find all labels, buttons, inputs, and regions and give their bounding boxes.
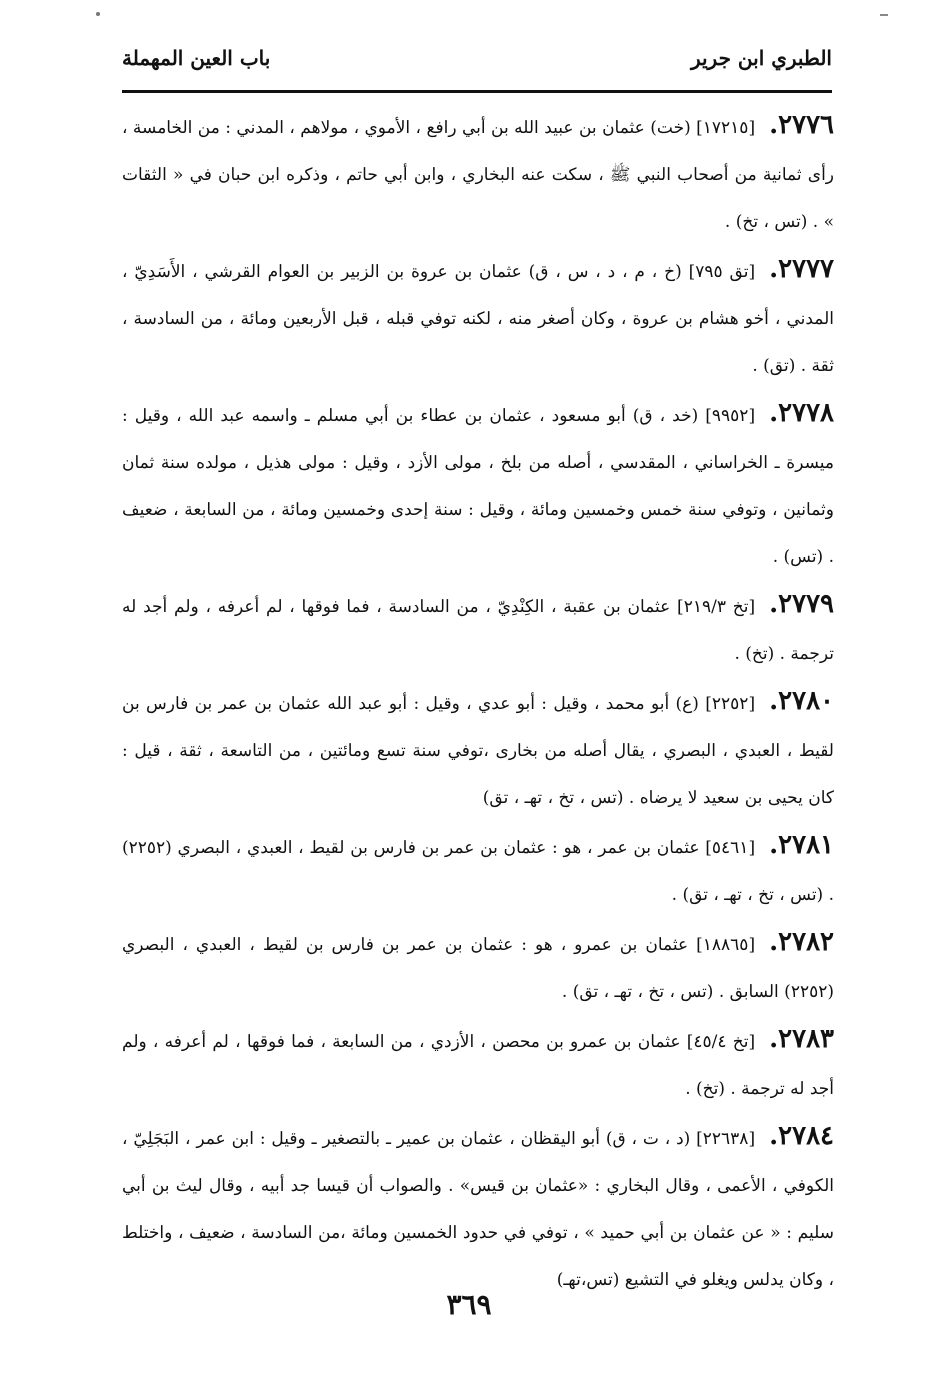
entry-number: ٢٧٨٠. <box>769 686 834 716</box>
entry-text: [١٧٢١٥] (خت) عثمان بن عبيد الله بن أبي رافع ، الأموي ، مولاهم ، المدني : من الخامسة ، رأى ثمانية من أصحاب النبي ﷺ ، سكت عنه البخاري ، وابن أبي حاتم ، وذكره ابن حبان في « الثقات » . (تس ، تخ) . <box>122 118 834 232</box>
entry-number: ٢٧٨٢. <box>769 927 834 957</box>
header-rule <box>122 90 832 93</box>
entry-2777 <box>122 246 834 390</box>
entry-text: [١٨٨٦٥] عثمان بن عمرو ، هو : عثمان بن عمر بن فارس بن لقيط ، العبدي ، البصري (٢٢٥٢) السابق . (تس ، تخ ، تهـ ، تق) . <box>122 935 834 1002</box>
entry-2778 <box>122 390 834 581</box>
book-title: الطبري ابن جرير <box>690 46 832 70</box>
entry-2780 <box>122 678 834 822</box>
entry-2782 <box>122 919 834 1016</box>
chapter-title: باب العين المهملة <box>122 46 271 70</box>
entry-number: ٢٧٨١. <box>769 830 834 860</box>
entry-text: [تق ٧٩٥] (خ ، م ، د ، س ، ق) عثمان بن عروة بن الزبير بن العوام القرشي ، الأَسَدِيّ ، المدني ، أخو هشام بن عروة ، وكان أصغر منه ، لكنه توفي قبله ، قبل الأربعين ومائة ، من السادسة ، ثقة . (تق) . <box>122 262 834 376</box>
page-header <box>122 40 832 86</box>
entry-number: ٢٧٨٤. <box>769 1121 834 1151</box>
entry-2781 <box>122 822 834 919</box>
entry-text: [تخ ٢١٩/٣] عثمان بن عقبة ، الكِنْدِيّ ، من السادسة ، فما فوقها ، لم أعرفه ، ولم أجد له ترجمة . (تخ) . <box>122 597 834 664</box>
entry-text: [٥٤٦١] عثمان بن عمر ، هو : عثمان بن عمر بن فارس بن لقيط ، العبدي ، البصري (٢٢٥٢) . (تس ، تخ ، تهـ ، تق) . <box>122 838 834 905</box>
entry-text: [٢٢٦٣٨] (د ، ت ، ق) أبو اليقظان ، عثمان بن عمير ـ بالتصغير ـ وقيل : ابن عمر ، البَجَلِيّ ، الكوفي ، الأعمى ، وقال البخاري : «عثمان بن قيس» . والصواب أن قيسا جد أبيه ، وقال ليث بن أبي سليم : « عن عثمان بن أبي حميد » ، توفي في حدود الخمسين ومائة ،من السادسة ، ضعيف ، واختلط ، وكان يدلس ويغلو في التشيع (تس،تهـ) <box>122 1129 834 1290</box>
entry-text: [٩٩٥٢] (خد ، ق) أبو مسعود ، عثمان بن عطاء بن أبي مسلم ـ واسمه عبد الله ، وقيل : ميسرة ـ الخراساني ، المقدسي ، أصله من بلخ ، مولى الأزد ، وقيل : مولى هذيل ، مولده سنة ثمان وثمانين ، وتوفي سنة خمس وخمسين ومائة ، وقيل : سنة إحدى وخمسين ومائة ، من السابعة ، ضعيف . (تس) . <box>122 406 834 567</box>
scan-dot <box>96 12 100 16</box>
entry-2779 <box>122 581 834 678</box>
entry-number: ٢٧٧٧. <box>769 254 834 284</box>
entry-number: ٢٧٧٦. <box>769 110 834 140</box>
page-number: ٣٦٩ <box>446 1288 492 1321</box>
entries-list <box>122 102 834 1304</box>
scan-mark <box>880 14 888 16</box>
entry-number: ٢٧٧٨. <box>769 398 834 428</box>
entry-number: ٢٧٧٩. <box>769 589 835 619</box>
entry-2784 <box>122 1113 834 1304</box>
entry-2776 <box>122 102 834 246</box>
entry-text: [تخ ٤٥/٤] عثمان بن عمرو بن محصن ، الأزدي ، من السابعة ، فما فوقها ، لم أعرفه ، ولم أجد له ترجمة . (تخ) . <box>122 1032 834 1099</box>
entry-text: [٢٢٥٢] (ع) أبو محمد ، وقيل : أبو عدي ، وقيل : أبو عبد الله عثمان بن عمر بن فارس بن لقيط ، العبدي ، البصري ، يقال أصله من بخارى ،توفي سنة تسع ومائتين ، من التاسعة ، ثقة ، قيل : كان يحيى بن سعيد لا يرضاه . (تس ، تخ ، تهـ ، تق) <box>122 694 834 808</box>
entry-number: ٢٧٨٣. <box>769 1024 835 1054</box>
entry-2783 <box>122 1016 834 1113</box>
